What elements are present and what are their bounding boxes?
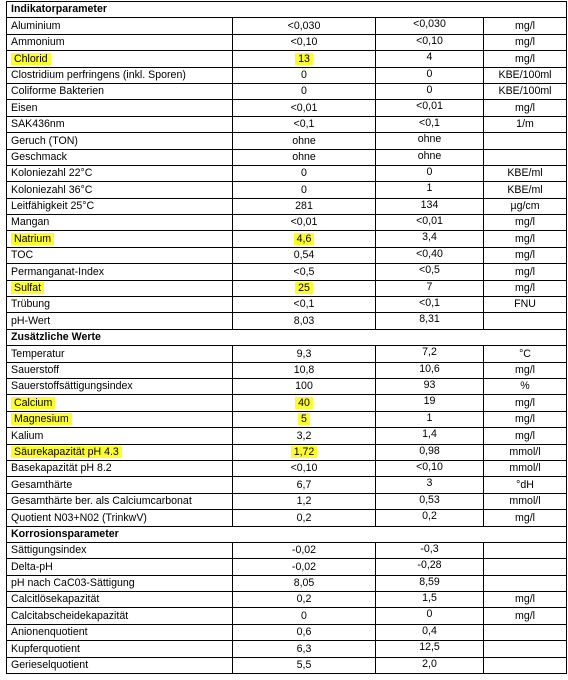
unit-cell: mg/l (484, 510, 567, 526)
value-1: 281 (295, 200, 313, 213)
value-1: 9,3 (296, 347, 312, 360)
value-2-cell: 0,98 (376, 444, 484, 460)
table-row (7, 215, 567, 231)
value-2-cell: 0 (376, 165, 484, 181)
parameter-name-cell (7, 477, 233, 493)
unit-cell: µg/cm (484, 198, 567, 214)
value-2-cell: 4 (376, 51, 484, 67)
parameter-name: Leitfähigkeit 25°C (11, 200, 95, 213)
unit-cell: KBE/100ml (484, 67, 567, 83)
value-1-cell (233, 264, 376, 280)
value-1: 6,3 (296, 642, 312, 655)
unit-cell: mg/l (484, 247, 567, 263)
value-2-cell: <0,1 (376, 297, 484, 313)
unit-cell: °C (484, 346, 567, 362)
value-2-cell: 134 (376, 198, 484, 214)
parameter-name: Clostridium perfringens (inkl. Sporen) (11, 68, 186, 81)
value-1: 25 (295, 282, 313, 294)
table-row (7, 280, 567, 296)
value-1-cell (233, 215, 376, 231)
value-1: 1,72 (291, 446, 318, 458)
value-1: 0,6 (296, 626, 312, 639)
value-1: 0 (301, 183, 307, 196)
parameter-name: Coliforme Bakterien (11, 85, 105, 98)
parameter-name-cell (7, 657, 233, 673)
parameter-name: Basekapazität pH 8.2 (11, 462, 112, 475)
table-row (7, 624, 567, 640)
value-1-cell (233, 116, 376, 132)
value-1: 5 (298, 413, 310, 425)
value-1: 0 (301, 68, 307, 81)
value-2-cell: 8,59 (376, 575, 484, 591)
unit-cell: mg/l (484, 362, 567, 378)
table-row (7, 198, 567, 214)
unit-cell: mmol/l (484, 493, 567, 509)
table-row (7, 477, 567, 493)
unit-cell: FNU (484, 297, 567, 313)
table-row (7, 133, 567, 149)
parameter-name: Quotient N03+N02 (TrinkwV) (11, 511, 147, 524)
table-row (7, 592, 567, 608)
parameter-name-cell (7, 559, 233, 575)
parameter-name: Calcium (11, 397, 55, 409)
parameter-name-cell (7, 133, 233, 149)
value-1: 10,8 (293, 363, 315, 376)
value-1-cell (233, 559, 376, 575)
unit-cell: 1/m (484, 116, 567, 132)
value-2-cell: ohne (376, 133, 484, 149)
parameter-name-cell (7, 510, 233, 526)
parameter-name-cell (7, 411, 233, 427)
value-1-cell (233, 575, 376, 591)
unit-cell (484, 575, 567, 591)
table-row (7, 542, 567, 558)
value-1-cell (233, 460, 376, 476)
value-1: 3,2 (296, 429, 312, 442)
parameter-name-cell (7, 231, 233, 247)
value-1: 100 (295, 380, 313, 393)
value-1: -0,02 (291, 544, 317, 557)
parameter-name: Sauerstoffsättigungsindex (11, 380, 133, 393)
value-2-cell: <0,1 (376, 116, 484, 132)
table-row (7, 460, 567, 476)
parameter-name: Magnesium (11, 413, 72, 425)
parameter-name-cell (7, 182, 233, 198)
value-1-cell (233, 395, 376, 411)
parameter-name: Mangan (11, 216, 50, 229)
section-title: Indikatorparameter (7, 2, 567, 18)
unit-cell: mg/l (484, 280, 567, 296)
value-1: <0,030 (287, 19, 321, 32)
value-1-cell (233, 346, 376, 362)
parameter-name: Sauerstoff (11, 363, 60, 376)
value-1: 8,05 (293, 577, 315, 590)
parameter-name: Gerieselquotient (11, 659, 89, 672)
table-row (7, 83, 567, 99)
water-analysis-table (6, 1, 567, 674)
section-header-row (7, 526, 567, 542)
table-row (7, 165, 567, 181)
table-row (7, 182, 567, 198)
section-title: Zusätzliche Werte (7, 329, 567, 345)
unit-cell: mg/l (484, 18, 567, 34)
table-row (7, 559, 567, 575)
value-1-cell (233, 493, 376, 509)
value-2-cell: <0,40 (376, 247, 484, 263)
table-row (7, 34, 567, 50)
parameter-name: Koloniezahl 22°C (11, 167, 93, 180)
value-1-cell (233, 83, 376, 99)
value-2-cell: 0,2 (376, 510, 484, 526)
value-1: <0,10 (290, 36, 318, 49)
value-1-cell (233, 510, 376, 526)
table-row (7, 247, 567, 263)
value-1-cell (233, 592, 376, 608)
section-title: Korrosionsparameter (7, 526, 567, 542)
table-row (7, 411, 567, 427)
value-2-cell: 3 (376, 477, 484, 493)
parameter-name: Temperatur (11, 347, 65, 360)
table-row (7, 51, 567, 67)
unit-cell: mg/l (484, 100, 567, 116)
value-2-cell: 12,5 (376, 641, 484, 657)
value-1-cell (233, 51, 376, 67)
value-2-cell: <0,5 (376, 264, 484, 280)
value-2-cell: 0 (376, 608, 484, 624)
value-1-cell (233, 477, 376, 493)
unit-cell: mg/l (484, 428, 567, 444)
value-1-cell (233, 608, 376, 624)
value-1: 8,03 (293, 314, 315, 327)
value-2-cell: <0,030 (376, 18, 484, 34)
table-row (7, 100, 567, 116)
parameter-name: Calcitabscheidekapazität (11, 609, 129, 622)
value-1: 0,54 (293, 249, 315, 262)
value-2-cell: -0,3 (376, 542, 484, 558)
value-2-cell: <0,10 (376, 460, 484, 476)
value-2-cell: 93 (376, 378, 484, 394)
parameter-name: Permanganat-Index (11, 265, 105, 278)
value-2-cell: <0,01 (376, 215, 484, 231)
value-1-cell (233, 165, 376, 181)
parameter-name: Natrium (11, 233, 54, 245)
value-2-cell: 0 (376, 83, 484, 99)
value-1-cell (233, 378, 376, 394)
value-1-cell (233, 362, 376, 378)
section-header-row (7, 2, 567, 18)
parameter-name-cell (7, 313, 233, 329)
table-row (7, 444, 567, 460)
parameter-name: Geruch (TON) (11, 134, 78, 147)
value-1: 0 (301, 85, 307, 98)
parameter-name-cell (7, 116, 233, 132)
value-2-cell: -0,28 (376, 559, 484, 575)
value-1-cell (233, 149, 376, 165)
unit-cell (484, 559, 567, 575)
value-1-cell (233, 67, 376, 83)
parameter-name: Kalium (11, 429, 44, 442)
value-2-cell: 10,6 (376, 362, 484, 378)
value-1: <0,01 (290, 101, 318, 114)
unit-cell: mg/l (484, 34, 567, 50)
unit-cell: KBE/ml (484, 165, 567, 181)
value-1-cell (233, 198, 376, 214)
value-1-cell (233, 133, 376, 149)
value-2-cell: 0,4 (376, 624, 484, 640)
parameter-name-cell (7, 264, 233, 280)
table-row (7, 575, 567, 591)
value-2-cell: 1 (376, 411, 484, 427)
parameter-name-cell (7, 297, 233, 313)
value-1-cell (233, 313, 376, 329)
parameter-name: Gesamthärte ber. als Calciumcarbonat (11, 495, 192, 508)
parameter-name-cell (7, 460, 233, 476)
unit-cell: mg/l (484, 411, 567, 427)
parameter-name-cell (7, 362, 233, 378)
value-1-cell (233, 18, 376, 34)
parameter-name: Calcitlösekapazität (11, 593, 100, 606)
parameter-name: pH nach CaC03-Sättigung (11, 577, 135, 590)
parameter-name: Aluminium (11, 19, 61, 32)
table-row (7, 428, 567, 444)
table-row (7, 264, 567, 280)
unit-cell: mg/l (484, 51, 567, 67)
value-2-cell: 3,4 (376, 231, 484, 247)
parameter-name-cell (7, 608, 233, 624)
unit-cell: mg/l (484, 592, 567, 608)
parameter-name: TOC (11, 249, 34, 262)
unit-cell (484, 133, 567, 149)
value-2-cell: <0,01 (376, 100, 484, 116)
unit-cell: mmol/l (484, 460, 567, 476)
value-1-cell (233, 428, 376, 444)
value-2-cell: 2,0 (376, 657, 484, 673)
table-row (7, 510, 567, 526)
parameter-name-cell (7, 592, 233, 608)
parameter-name-cell (7, 67, 233, 83)
parameter-name-cell (7, 83, 233, 99)
value-1: 0 (301, 609, 307, 622)
unit-cell: KBE/ml (484, 182, 567, 198)
unit-cell (484, 657, 567, 673)
unit-cell (484, 624, 567, 640)
value-1: <0,1 (293, 118, 315, 131)
parameter-name-cell (7, 100, 233, 116)
table-row (7, 313, 567, 329)
value-1: <0,01 (290, 216, 318, 229)
value-2-cell: 1,4 (376, 428, 484, 444)
parameter-name: Trübung (11, 298, 51, 311)
parameter-name-cell (7, 493, 233, 509)
value-1: 5,5 (296, 659, 312, 672)
unit-cell (484, 542, 567, 558)
value-1-cell (233, 411, 376, 427)
parameter-name: pH-Wert (11, 314, 51, 327)
value-1: 0 (301, 167, 307, 180)
value-2-cell: 1,5 (376, 592, 484, 608)
value-1-cell (233, 624, 376, 640)
unit-cell (484, 149, 567, 165)
parameter-name: Gesamthärte (11, 478, 73, 491)
value-1: ohne (292, 134, 316, 147)
value-2-cell: 1 (376, 182, 484, 198)
parameter-name: Eisen (11, 101, 38, 114)
value-1: 13 (295, 53, 313, 65)
value-1-cell (233, 657, 376, 673)
value-2-cell: 0 (376, 67, 484, 83)
value-1-cell (233, 247, 376, 263)
value-1-cell (233, 100, 376, 116)
value-1: <0,1 (293, 298, 315, 311)
table-row (7, 378, 567, 394)
parameter-name: Chlorid (11, 53, 51, 65)
unit-cell: KBE/100ml (484, 83, 567, 99)
table-row (7, 608, 567, 624)
parameter-name: Ammonium (11, 36, 65, 49)
parameter-name-cell (7, 641, 233, 657)
parameter-name-cell (7, 18, 233, 34)
value-2-cell: 19 (376, 395, 484, 411)
value-1-cell (233, 34, 376, 50)
parameter-name-cell (7, 346, 233, 362)
value-1: -0,02 (291, 560, 317, 573)
table-row (7, 395, 567, 411)
value-1: 0,2 (296, 593, 312, 606)
parameter-name-cell (7, 444, 233, 460)
value-1: ohne (292, 150, 316, 163)
parameter-name: Säurekapazität pH 4.3 (11, 446, 122, 458)
value-1: <0,10 (290, 462, 318, 475)
value-1: 1,2 (296, 495, 312, 508)
parameter-name-cell (7, 149, 233, 165)
unit-cell: % (484, 378, 567, 394)
unit-cell: mg/l (484, 215, 567, 231)
parameter-name-cell (7, 198, 233, 214)
unit-cell: mmol/l (484, 444, 567, 460)
value-1: 40 (295, 397, 313, 409)
parameter-name-cell (7, 51, 233, 67)
unit-cell: mg/l (484, 395, 567, 411)
value-1-cell (233, 542, 376, 558)
value-1: 6,7 (296, 478, 312, 491)
table-row (7, 493, 567, 509)
value-1-cell (233, 297, 376, 313)
value-1-cell (233, 280, 376, 296)
parameter-name-cell (7, 247, 233, 263)
table-row (7, 362, 567, 378)
value-1-cell (233, 641, 376, 657)
water-analysis-document (6, 1, 566, 674)
table-row (7, 641, 567, 657)
table-row (7, 346, 567, 362)
parameter-name: Delta-pH (11, 560, 53, 573)
parameter-name-cell (7, 395, 233, 411)
unit-cell: mg/l (484, 264, 567, 280)
parameter-name-cell (7, 378, 233, 394)
value-1-cell (233, 231, 376, 247)
unit-cell: mg/l (484, 231, 567, 247)
unit-cell: mg/l (484, 608, 567, 624)
section-header-row (7, 329, 567, 345)
unit-cell (484, 641, 567, 657)
parameter-name: Koloniezahl 36°C (11, 183, 93, 196)
table-row (7, 67, 567, 83)
value-1-cell (233, 182, 376, 198)
unit-cell: °dH (484, 477, 567, 493)
value-2-cell: ohne (376, 149, 484, 165)
value-2-cell: 8,31 (376, 313, 484, 329)
value-2-cell: 0,53 (376, 493, 484, 509)
parameter-name-cell (7, 428, 233, 444)
table-row (7, 657, 567, 673)
value-1-cell (233, 444, 376, 460)
parameter-name-cell (7, 575, 233, 591)
parameter-name-cell (7, 215, 233, 231)
value-2-cell: <0,10 (376, 34, 484, 50)
table-row (7, 231, 567, 247)
parameter-name: SAK436nm (11, 118, 65, 131)
table-row (7, 116, 567, 132)
value-1: <0,5 (293, 265, 315, 278)
value-1: 0,2 (296, 511, 312, 524)
value-1: 4,6 (294, 233, 315, 245)
parameter-name-cell (7, 624, 233, 640)
unit-cell (484, 313, 567, 329)
table-row (7, 18, 567, 34)
parameter-name: Sulfat (11, 282, 44, 294)
parameter-name: Sättigungsindex (11, 544, 87, 557)
parameter-name-cell (7, 34, 233, 50)
table-row (7, 297, 567, 313)
parameter-name: Kupferquotient (11, 642, 80, 655)
table-row (7, 149, 567, 165)
parameter-name-cell (7, 542, 233, 558)
value-2-cell: 7,2 (376, 346, 484, 362)
parameter-name: Anionenquotient (11, 626, 88, 639)
value-2-cell: 7 (376, 280, 484, 296)
parameter-name-cell (7, 280, 233, 296)
parameter-name: Geschmack (11, 150, 67, 163)
parameter-name-cell (7, 165, 233, 181)
